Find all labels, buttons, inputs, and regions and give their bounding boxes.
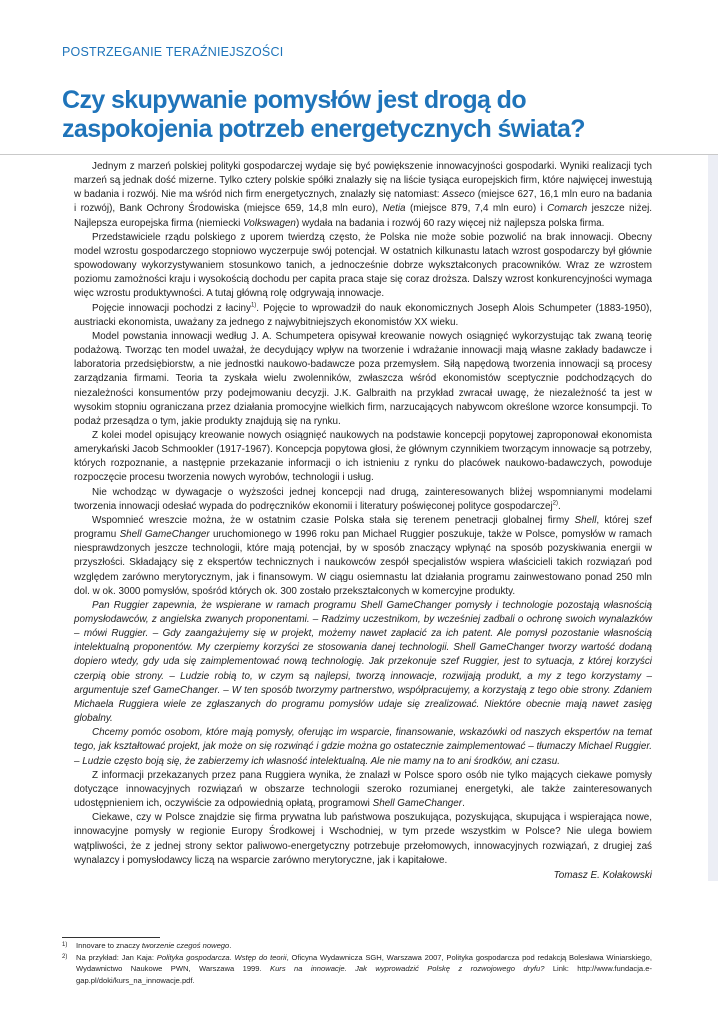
article-body (74, 160, 652, 883)
paragraph-3: Pojęcie innowacji pochodzi z łaciny$^{1)}$. Pojęcie to wprowadził do nauk ekonomicznych Joseph Alois Schumpeter (1883-1950), austriacki ekonomista, uważany za jednego z najwybitniejszych ekonomistów XX wieku. (74, 302, 653, 328)
paragraph-4: Model powstania innowacji według J. A. Schumpetera opisywał kreowanie nowych osiągnięć wykorzystując tak zwaną teorię podażową. Tworząc ten model uważał, że decydujący wpływ na tworzenie i wdrażanie innowacji mają własne zakłady badawcze i laboratoria przedsiębiorstw, a nie jednostki naukowo-badawcze poza przemysłem. Siłą napędową tworzenia innowacji są procesy zarządzania firmami. Teoria ta zyskała wielu zwolenników, zwłaszcza wśród ekonomistów sceptycznie podchodzących do niezależności konsumentów przy podejmowaniu decyzji. J.K. Galbraith na przykład zwracał uwagę, że niezależność ta jest w wysokim stopniu ograniczana przez działania promocyjne wielkich firm, narzucających nabywcom określone wzorce konsumpcji. To podaż przesądza o tym, jakie produkty znajdują się na rynku. (74, 330, 652, 427)
footnote-2: 2) Na przykład: Jan Kaja: Polityka gospodarcza. Wstęp do teorii, Oficyna Wydawnicza SGH, Warszawa 2007, Polityka gospodarcza pod redakcją Bolesława Winiarskiego, Wydawnictwo Naukowe PWN, Warszawa 1999. Kurs na innowacje. Jak wyprowadzić Polskę z rozwojowego dryfu? Link: http://www.fundacja.e-gap.pl/doki/kurs_na_innowacje.pdf. (62, 952, 652, 985)
footnote-ref-1[interactable]: 1) (250, 302, 257, 309)
footnote-1: 1) Innovare to znaczy tworzenie czegoś nowego. (62, 941, 232, 950)
paragraph-8-quote: Pan Ruggier zapewnia, że wspierane w ramach programu Shell GameChanger pomysły i technologie pozostają własnością pomysłodawców, z angielska zwanych proponentami. – Radzimy uczestnikom, by wcześniej zadbali o ochronę swoich wynalazków – mówi Ruggier. – Gdy zaangażujemy się w projekt, możemy nawet zapłacić za ich patent. Ale pomysł pozostanie własnością intelektualną proponentów. My czerpiemy korzyści ze stosowania danej technologii. Shell GameChanger tworzy wartość dodaną dopiero wtedy, gdy uda się zaimplementować nową technologię. Jak przekonuje szef Ruggier, jest to sytuacja, z której korzyści czerpią obie strony. – Ludzie robią to, w czym są najlepsi, tworzą innowacje, rozwijają produkt, a my z tego korzystamy – argumentuje szef GameChanger. – W ten sposób tworzymy partnerstwo, współpracujemy, a korzystają z tego obie strony. Zdaniem Michaela Ruggiera wiele ze zgłaszanych do programu pomysłów udaje się zrealizować. Niektóre obecnie mają nawet zasięg globalny. (74, 599, 652, 725)
footnote-number: 1) (62, 942, 68, 948)
paragraph-1: Jednym z marzeń polskiej polityki gospodarczej wydaje się być powiększenie innowacyjności gospodarki. Wyniki realizacji tych marzeń są jednak dość mizerne. Tylko cztery polskie spółki znalazły się na liście tysiąca europejskich firm, które najwięcej inwestują w badania i rozwój. Nie ma wśród nich firm energetycznych, znalazły się natomiast: Asseco (miejsce 627, 16,1 mln euro na badania i rozwój), Bank Ochrony Środowiska (miejsce 659, 14,8 mln euro), Netia (miejsce 879, 7,4 mln euro) i Comarch jeszcze niżej. Najlepsza europejska firma (niemiecki Volkswagen) wydała na badania i rozwój 60 razy więcej niż najlepsza polska firma. (74, 161, 653, 229)
footnotes (62, 940, 652, 986)
footnote-divider (62, 937, 160, 938)
header-divider (0, 154, 718, 155)
footnote-number: 2) (62, 953, 68, 960)
footnote-ref-2[interactable]: 2) (552, 500, 558, 507)
paragraph-6: Nie wchodząc w dywagacje o wyższości jednej koncepcji nad drugą, zainteresowanych bliżej wspomnianymi modelami tworzenia innowacji odesłać wypada do podręczników ekonomii i literatury poświęconej polityce gospodarczej$^{2)}$. (74, 486, 652, 512)
author-signature: Tomasz E. Kołakowski (553, 869, 652, 881)
side-margin-tab (708, 155, 718, 881)
paragraph-2: Przedstawiciele rządu polskiego z uporem twierdzą często, że Polska nie może sobie pozwolić na brak innowacji. Obecny model wzrostu gospodarczego stopniowo wyczerpuje swój potencjał. W ostatnich kilkunastu latach wzrost gospodarczy był głównie spowodowany wykorzystywaniem stosunkowo tanich, a jednocześnie dobrze wykształconych pracowników. Wraz ze wzrostem poziomu zamożności kraju i wysokością dochodu per capita praca staje się coraz droższa. Dalszy wzrost konkurencyjności wymaga więc wzrostu produktywności. A tutaj główną rolę odgrywają innowacje. (74, 231, 652, 300)
paragraph-11: Ciekawe, czy w Polsce znajdzie się firma prywatna lub państwowa poszukująca, pozyskująca, skupująca i wspierająca nowe, innowacyjne pomysły w regionie Europy Środkowej i Wschodniej, w tym przede wszystkim w Polsce? Nie ulega bowiem wątpliwości, że z jednej strony sektor paliwowo-energetyczny potrzebuje przełomowych, innowacyjnych rozwiązań, z drugiej zaś wynalazcy i pomysłodawcy liczą na wsparcie zarówno merytoryczne, jak i kapitałowe. (74, 812, 652, 866)
paragraph-9-quote: Chcemy pomóc osobom, które mają pomysły, oferując im wsparcie, finansowanie, wskazówki od naszych ekspertów na temat tego, jak kształtować projekt, jak może on się rozwinąć i gdzie można go ostatecznie zaimplementować – tłumaczy Michael Ruggier. – Ludzie często boją się, że zabierzemy ich własność intelektualną. Ale nie mamy na to ani środków, ani czasu. (74, 727, 652, 767)
footnote-link-text: Link: http://www.fundacja.e-gap.pl/doki/kurs_na_innowacje.pdf. (76, 964, 652, 985)
paragraph-7: Wspomnieć wreszcie można, że w ostatnim czasie Polska stała się terenem penetracji globalnej firmy Shell, której szef programu Shell GameChanger uruchomionego w 1996 roku pan Michael Ruggier poszukuje, także w Polsce, pomysłów w ramach niesprawdzonych jeszcze technologii, które mają potencjał, by w sposób znaczący wpłynąć na sposób pozyskiwania energii w przyszłości. Składający się z ekspertów technicznych i naukowców zespół specjalistów wspiera właścicieli takich rozwiązań pod względem zarówno merytorycznym, jak i finansowym. W ciągu osiemnastu lat działania programu zainwestowano ponad 250 mln dol. w ok. 3000 pomysłów, spośród których ok. 300 zostało przekształconych w komercyjne produkty. (74, 514, 652, 597)
paragraph-10: Z informacji przekazanych przez pana Ruggiera wynika, że znalazł w Polsce sporo osób nie tylko mających ciekawe pomysły dotyczące innowacyjnych rozwiązań w obszarze technologii szeroko rozumianej energetyki, ale także zainteresowanych udostępnieniem ich, oczywiście za odpowiednią opłatą, programowi Shell GameChanger. (74, 769, 652, 810)
paragraph-5: Z kolei model opisujący kreowanie nowych osiągnięć naukowych na podstawie koncepcji popytowej zaproponował ekonomista amerykański Jacob Schmookler (1917-1967). Koncepcja popytowa głosi, że głównym czynnikiem tworzącym innowacje są potrzeby, których rozpoznanie, a następnie przekazanie informacji o ich istnieniu z rynku do placówek naukowo-badawczych, powoduje rozpoczęcie procesu tworzenia nowych wyrobów, technologii i usług. (74, 429, 652, 484)
section-label: POSTRZEGANIE TERAŹNIEJSZOŚCI (62, 45, 284, 59)
article-title: Czy skupywanie pomysłów jest drogą do zaspokojenia potrzeb energetycznych świata? (62, 86, 585, 143)
